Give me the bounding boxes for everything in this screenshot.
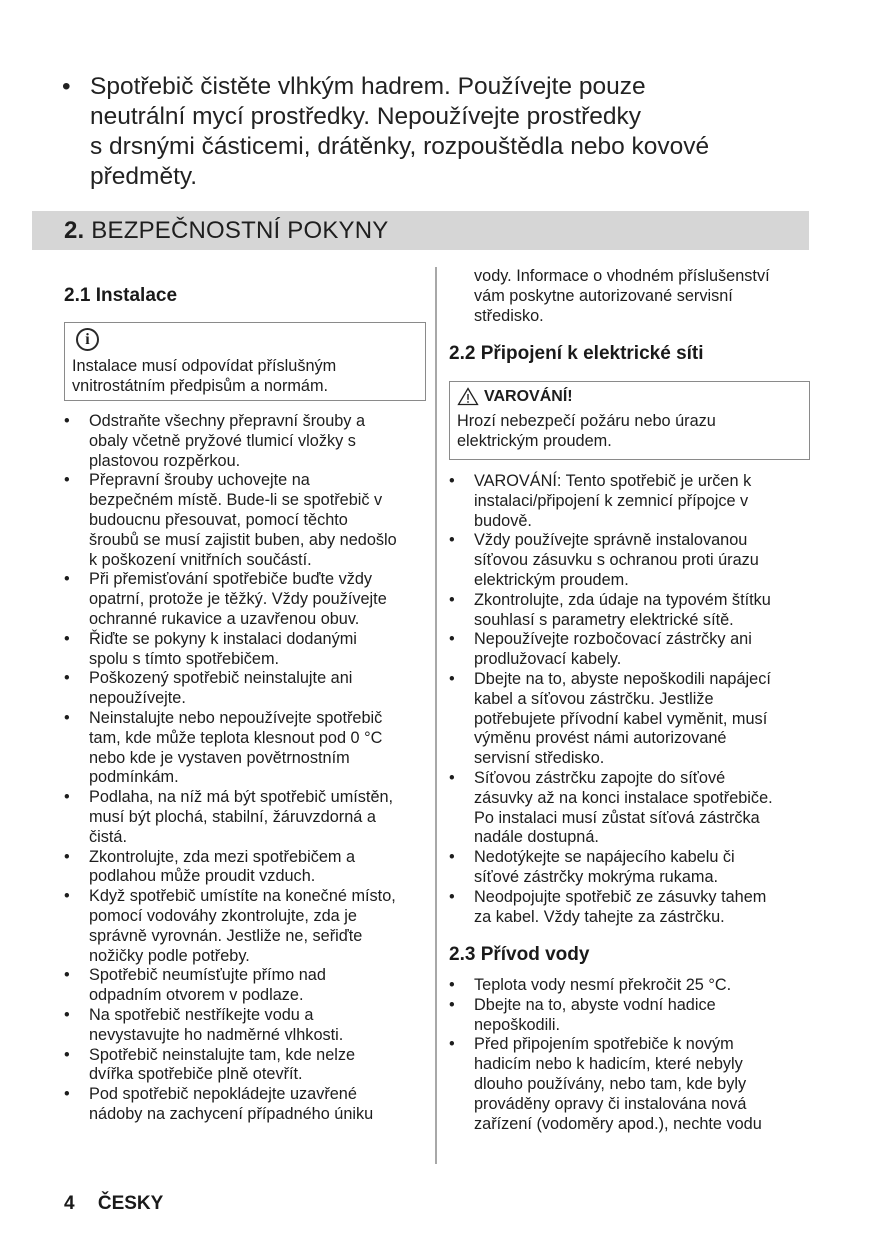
list-item-line: zařízení (vodoměry apod.), nechte vodu <box>474 1114 762 1133</box>
list-item-line: Spotřebič neinstalujte tam, kde nelze <box>89 1045 356 1064</box>
list-item <box>449 591 813 631</box>
list-item-line: servisní středisko. <box>474 749 605 768</box>
bullet-marker: • <box>64 966 70 985</box>
list-item-line: Neodpojujte spotřebič ze zásuvky tahem <box>474 887 767 906</box>
list-item-line: pomocí vodováhy zkontrolujte, zda je <box>89 906 357 925</box>
list-item-line: plastovou rozpěrkou. <box>89 451 241 470</box>
list-item-line: Teplota vody nesmí překročit 25 °C. <box>474 976 732 994</box>
list-item-line: ochranné rukavice a uzavřenou obuv. <box>89 609 360 628</box>
section-title <box>64 218 389 244</box>
warning-title: VAROVÁNÍ! <box>484 388 573 405</box>
bullet-marker: • <box>449 848 455 867</box>
list-item <box>449 1035 813 1134</box>
list-item-line: Přepravní šrouby uchovejte na <box>89 471 310 490</box>
list-item <box>449 472 813 531</box>
intro-bullet-item <box>62 72 822 192</box>
list-item-line: hadicím nebo k hadicím, které nebyly <box>474 1055 743 1074</box>
bullet-marker: • <box>449 590 455 609</box>
continuation-line: vám poskytne autorizované servisní <box>474 286 733 305</box>
list-item-line: odpadním otvorem v podlaze. <box>89 986 304 1005</box>
bullet-marker: • <box>64 708 70 727</box>
list-item <box>64 887 428 966</box>
list-item-line: potřebujete přívodní kabel vyměnit, musí <box>474 709 768 728</box>
intro-line: Spotřebič čistěte vlhkým hadrem. Používejte pouze <box>90 73 646 100</box>
list-item-line: dvířka spotřebiče plně otevřít. <box>89 1065 303 1084</box>
list-item-line: spolu s tímto spotřebičem. <box>89 649 280 668</box>
list-item-line: za kabel. Vždy tahejte za zástrčku. <box>474 907 725 926</box>
list-item-line: Dbejte na to, abyste vodní hadice <box>474 995 716 1014</box>
list-item-line: správně vyrovnán. Jestliže ne, seřiďte <box>89 926 363 945</box>
list-item-line: Síťovou zástrčku zapojte do síťové <box>474 768 726 787</box>
list-item <box>64 669 428 709</box>
warning-header <box>457 387 802 407</box>
list-item-line: Spotřebič neumísťujte přímo nad <box>89 966 326 985</box>
list-item-line: obaly včetně pryžové tlumicí vložky s <box>89 431 356 450</box>
bullet-marker: • <box>64 1045 70 1064</box>
info-box-line: vnitrostátním předpisům a normám. <box>72 376 329 395</box>
list-item-line: Na spotřebič nestříkejte vodu a <box>89 1005 314 1024</box>
bullet-marker: • <box>449 531 455 550</box>
list-item <box>64 966 428 1006</box>
list-item-line: Při přemisťování spotřebiče buďte vždy <box>89 570 373 589</box>
bullet-marker: • <box>64 1085 70 1104</box>
list-item <box>64 471 428 570</box>
list-item-line: Poškozený spotřebič neinstalujte ani <box>89 669 353 688</box>
list-item-line: nepoužívejte. <box>89 689 186 708</box>
bullet-marker: • <box>449 976 455 994</box>
page-number: 4 <box>64 1193 75 1214</box>
list-item-line: nožičky podle potřeby. <box>89 946 250 965</box>
bullet-marker: • <box>64 629 70 648</box>
list-item-line: Nepoužívejte rozbočovací zástrčky ani <box>474 630 752 649</box>
list-item-line: výměnu provést námi autorizované <box>474 729 727 748</box>
warning-triangle-icon <box>457 387 479 406</box>
bullet-marker: • <box>64 788 70 807</box>
continuation-line: středisko. <box>474 306 544 325</box>
list-item-line: prováděny opravy či instalována nová <box>474 1094 747 1113</box>
list-item <box>449 769 813 848</box>
warning-box-line: elektrickým proudem. <box>457 431 612 450</box>
list-item-line: k poškození vnitřních součástí. <box>89 550 312 569</box>
warning-box <box>449 381 810 460</box>
list-item <box>449 996 813 1036</box>
intro-line: neutrální mycí prostředky. Nepoužívejte prostředky <box>90 103 642 130</box>
bullet-marker: • <box>449 1035 455 1054</box>
list-item-line: Podlaha, na níž má být spotřebič umístěn, <box>89 788 394 807</box>
list-item-line: prodlužovací kabely. <box>474 650 622 669</box>
list-item-line: Dbejte na to, abyste nepoškodili napájecí <box>474 669 771 688</box>
list-item-line: síťovou zásuvku s ochranou proti úrazu <box>474 551 759 570</box>
footer-language: ČESKY <box>97 1193 164 1214</box>
bullet-marker: • <box>64 847 70 866</box>
bullet-marker: • <box>449 630 455 649</box>
info-box-line: Instalace musí odpovídat příslušným <box>72 357 337 375</box>
list-item-line: Před připojením spotřebiče k novým <box>474 1035 734 1054</box>
section-banner <box>32 211 809 250</box>
bullet-marker: • <box>64 570 70 589</box>
bullet-marker: • <box>64 669 70 688</box>
bullet-marker: • <box>449 995 455 1014</box>
list-item-line: Neinstalujte nebo nepoužívejte spotřebič <box>89 708 383 727</box>
list-item-line: Zkontrolujte, zda údaje na typovém štítku <box>474 590 771 609</box>
list-item-line: podlahou může proudit vzduch. <box>89 867 316 886</box>
list-item <box>449 531 813 590</box>
list-item <box>64 1006 428 1046</box>
intro-line: s drsnými částicemi, drátěnky, rozpouštědla nebo kovové <box>90 133 710 160</box>
list-item <box>64 1085 428 1125</box>
list-item-line: čistá. <box>89 827 128 846</box>
list-item-line: zásuvky až na konci instalace spotřebiče. <box>474 788 773 807</box>
water-list <box>449 976 813 1134</box>
list-item-line: dlouho používány, nebo tam, kde byly <box>474 1074 747 1093</box>
list-item-line: VAROVÁNÍ: Tento spotřebič je určen k <box>474 472 752 490</box>
installation-list <box>64 412 428 1125</box>
list-item <box>64 570 428 629</box>
list-item <box>64 788 428 847</box>
list-item-line: souhlasí s parametry elektrické sítě. <box>474 610 734 629</box>
list-item-line: kabel a síťovou zástrčku. Jestliže <box>474 689 714 708</box>
electrical-list <box>449 472 813 927</box>
bullet-marker: • <box>64 471 70 490</box>
list-item-line: budoucnu přesouvat, pomocí těchto <box>89 510 348 529</box>
page-footer <box>64 1193 163 1215</box>
list-item-line: nádoby na zachycení případného úniku <box>89 1104 374 1123</box>
list-item-line: Po instalaci musí zůstat síťová zástrčka <box>474 808 760 827</box>
list-item <box>64 412 428 471</box>
bullet-marker: • <box>449 887 455 906</box>
heading-installation: 2.1 Instalace <box>64 285 178 306</box>
list-item-line: šroubů se musí zajistit buben, aby nedošlo <box>89 530 397 549</box>
list-item <box>449 888 813 928</box>
list-item-line: opatrní, protože je těžký. Vždy používejte <box>89 590 387 609</box>
heading-water: 2.3 Přívod vody <box>449 944 590 965</box>
intro-line: předměty. <box>90 163 198 190</box>
info-icon: i <box>76 328 99 351</box>
warning-box-line: Hrozí nebezpečí požáru nebo úrazu <box>457 411 716 430</box>
list-item <box>449 630 813 670</box>
installation-continuation <box>474 267 814 326</box>
info-box <box>64 322 426 401</box>
bullet-marker: • <box>64 412 70 430</box>
list-item <box>449 670 813 769</box>
list-item-line: Odstraňte všechny přepravní šrouby a <box>89 412 366 430</box>
intro-text <box>90 72 822 192</box>
list-item-line: Nedotýkejte se napájecího kabelu či <box>474 848 735 867</box>
bullet-marker: • <box>449 768 455 787</box>
continuation-line: vody. Informace o vhodném příslušenství <box>474 267 770 285</box>
list-item-line: podmínkám. <box>89 768 179 787</box>
list-item-line: elektrickým proudem. <box>474 570 629 589</box>
list-item-line: musí být plochá, stabilní, žáruvzdorná a <box>89 807 376 826</box>
list-item-line: síťové zástrčky mokrýma rukama. <box>474 867 719 886</box>
column-divider <box>435 267 437 1164</box>
list-item-line: Když spotřebič umístíte na konečné místo, <box>89 887 396 906</box>
list-item <box>64 630 428 670</box>
section-title-text: BEZPEČNOSTNÍ POKYNY <box>91 217 389 244</box>
list-item <box>64 709 428 788</box>
list-item-line: nevystavujte ho nadměrné vlhkosti. <box>89 1025 344 1044</box>
list-item-line: Zkontrolujte, zda mezi spotřebičem a <box>89 847 356 866</box>
section-number: 2. <box>64 217 85 244</box>
bullet-marker: • <box>62 73 71 100</box>
bullet-marker: • <box>64 1005 70 1024</box>
list-item-line: tam, kde může teplota klesnout pod 0 °C <box>89 728 383 747</box>
list-item <box>449 976 813 996</box>
list-item-line: budově. <box>474 511 532 530</box>
bullet-marker: • <box>449 472 455 490</box>
list-item-line: nadále dostupná. <box>474 828 599 847</box>
list-item-line: Vždy používejte správně instalovanou <box>474 531 748 550</box>
list-item-line: instalaci/připojení k zemnicí přípojce v <box>474 491 749 510</box>
list-item <box>64 1046 428 1086</box>
list-item-line: Pod spotřebič nepokládejte uzavřené <box>89 1085 357 1104</box>
list-item-line: nepoškodili. <box>474 1015 560 1034</box>
list-item-line: nebo kde je vystaven povětrnostním <box>89 748 350 767</box>
bullet-marker: • <box>64 887 70 906</box>
list-item <box>64 848 428 888</box>
bullet-marker: • <box>449 669 455 688</box>
heading-electrical: 2.2 Připojení k elektrické síti <box>449 343 704 364</box>
list-item-line: bezpečném místě. Bude-li se spotřebič v <box>89 491 383 510</box>
list-item-line: Řiďte se pokyny k instalaci dodanými <box>89 629 357 648</box>
list-item <box>449 848 813 888</box>
